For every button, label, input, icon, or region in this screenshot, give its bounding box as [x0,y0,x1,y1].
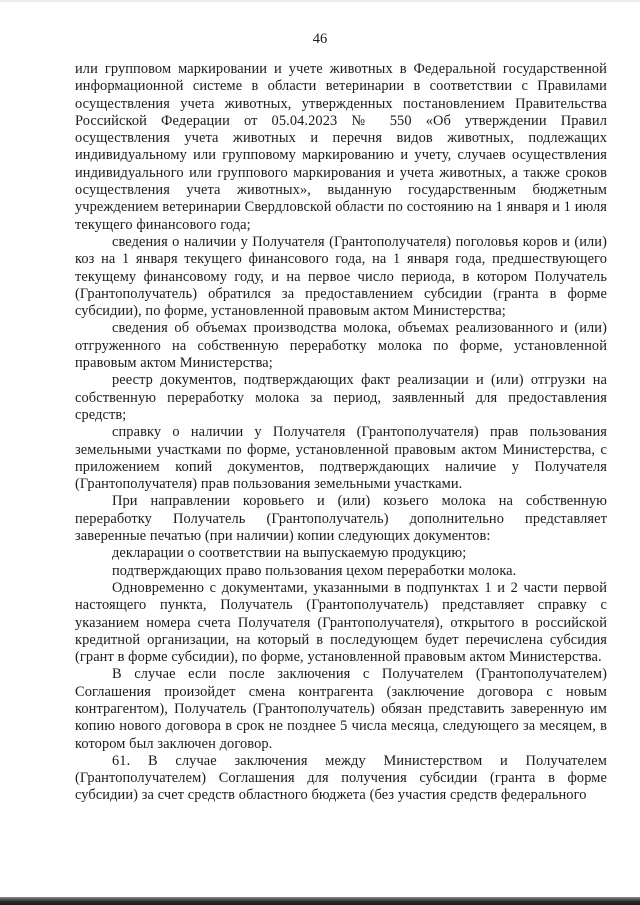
paragraph: или групповом маркировании и учете животных в Федеральной государственной информационной системе в области ветеринарии в соответствии с Правилами осуществления учета животных, утвержденных постановлением Правительства Российской Федерации от 05.04.2023 № 550 «Об утверждении Правил осуществления учета животных и перечня видов животных, подлежащих индивидуальному или групповому маркированию и учету, случаев осуществления индивидуального или группового маркирования и учета животных, а также сроков осуществления учета животных», выданную государственным бюджетным учреждением ветеринарии Свердловской области по состоянию на 1 января и 1 июля текущего финансового года; [75,61,607,233]
page-bottom-edge [0,897,640,905]
paragraph: реестр документов, подтверждающих факт реализации и (или) отгрузки на собственную переработку молока за период, заявленный для предоставления средств; [75,372,607,423]
paragraph: 61. В случае заключения между Министерством и Получателем (Грантополучателем) Соглашения для получения субсидии (гранта в форме субсидии) за счет средств областного бюджета (без участия средств федерального [75,752,607,804]
paragraph: Одновременно с документами, указанными в подпунктах 1 и 2 части первой настоящего пункта, Получатель (Грантополучатель) представляет справку с указанием номера счета Получателя (Грантополучателя), открытого в российской кредитной организации, на который в последующем будет перечислена субсидия (грант в форме субсидии), по форме, установленной правовым актом Министерства. [75,579,607,666]
document-body [75,61,607,805]
paragraph: декларации о соответствии на выпускаемую продукцию; [112,545,467,562]
paragraph: подтверждающих право пользования цехом переработки молока. [112,562,517,579]
paragraph: При направлении коровьего и (или) козьего молока на собственную переработку Получатель (Грантополучатель) дополнительно представляет заверенные печатью (при наличии) копии следующих документов: [75,493,607,545]
page-number: 46 [312,31,328,47]
paragraph: В случае если после заключения с Получателем (Грантополучателем) Соглашения произойдет смена контрагента (заключение договора с новым контрагентом), Получатель (Грантополучатель) обязан представить заверенную им копию нового договора в срок не позднее 5 числа месяца, следующего за месяцем, в котором был заключен договор. [75,666,607,752]
paragraph: сведения об объемах производства молока, объемах реализованного и (или) отгруженного на собственную переработку молока по форме, установленной правовым актом Министерства; [75,320,607,372]
paragraph: сведения о наличии у Получателя (Грантополучателя) поголовья коров и (или) коз на 1 января текущего финансового года, на 1 января года, предшествующего текущему финансовому году, и на первое число периода, в котором Получатель (Грантополучатель) обратился за предоставлением субсидии (гранта в форме субсидии), по форме, установленной правовым актом Министерства; [75,233,607,320]
paragraph: справку о наличии у Получателя (Грантополучателя) прав пользования земельными участками по форме, установленной правовым актом Министерства, с приложением копий документов, подтверждающих наличие у Получателя (Грантополучателя) прав пользования земельными участками. [75,424,607,493]
